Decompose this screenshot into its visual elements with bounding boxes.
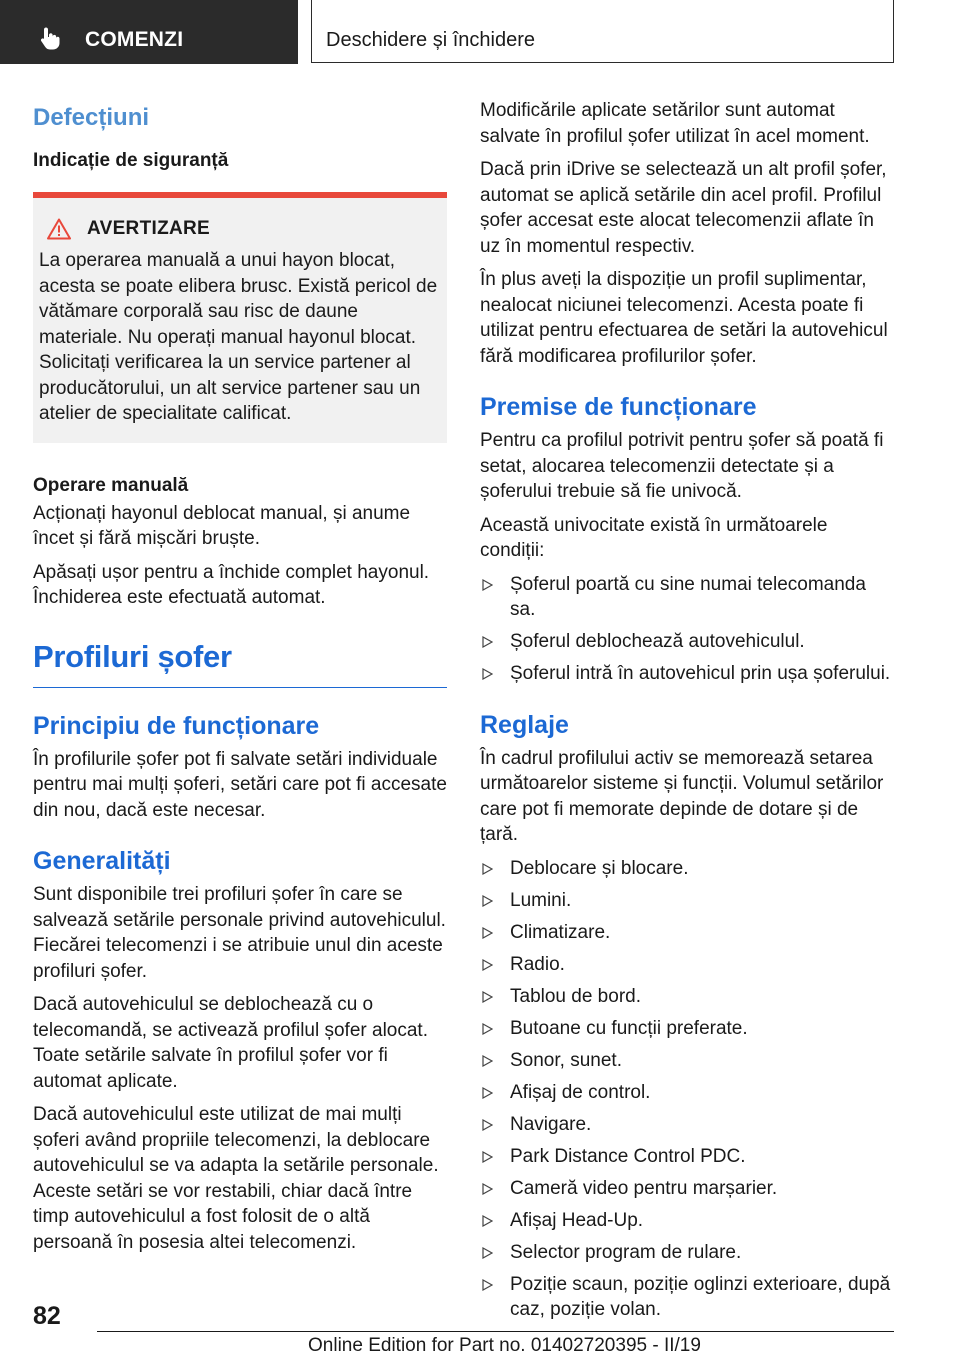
right-paragraph-3: În plus aveți la dispoziție un profil suplimentar, nealocat niciunei telecomenzi. Acesta poate fi utilizat pentru efectuarea de setări la autovehicul fără modificarea profilurilor șofer.	[480, 269, 888, 367]
bullet-triangle-icon	[482, 863, 493, 875]
bullet-triangle-icon	[482, 668, 493, 680]
section-tab-label: Deschidere și închidere	[326, 29, 535, 51]
hand-pointer-icon	[40, 26, 62, 50]
list-item: Climatizare.	[480, 920, 896, 946]
manual-paragraph-1: Acționați hayonul deblocat manual, și anume încet și fără mișcări bruște.	[33, 502, 411, 549]
list-item: Deblocare și blocare.	[480, 856, 896, 882]
conditions-list	[480, 572, 896, 687]
title-divider	[33, 687, 447, 688]
warning-header	[39, 218, 439, 240]
section-tab[interactable]	[311, 0, 894, 63]
list-item: Park Distance Control PDC.	[480, 1144, 896, 1170]
left-column	[33, 98, 447, 1263]
manual-operation-heading: Operare manuală	[33, 474, 189, 496]
premise-paragraph-2: Această univocitate există în următoarele condiții:	[480, 514, 828, 561]
settings-list	[480, 856, 896, 1323]
list-item: Afișaj Head-Up.	[480, 1208, 896, 1234]
right-column	[480, 98, 896, 1329]
principle-paragraph: În profilurile șofer pot fi salvate setări individuale pentru mai mulți șoferi, setări care pot fi accesate din nou, dacă este necesar.	[33, 748, 447, 821]
bullet-triangle-icon	[482, 1279, 493, 1291]
list-item: Navigare.	[480, 1112, 896, 1138]
list-item: Sonor, sunet.	[480, 1048, 896, 1074]
page-header	[0, 0, 960, 66]
warning-triangle-icon	[47, 218, 71, 240]
warning-title: AVERTIZARE	[87, 218, 210, 239]
general-paragraph-2: Dacă autovehiculul se deblochează cu o telecomandă, se activează profilul șofer alocat. Toate setările salvate în profilul șofer vor fi automat aplicate.	[33, 994, 428, 1092]
bullet-triangle-icon	[482, 1055, 493, 1067]
general-paragraph-1: Sunt disponibile trei profiluri șofer în care se salvează setările personale privind autovehiculul. Fiecărei telecomenzi i se atribuie unul din aceste profiluri șofer.	[33, 884, 446, 982]
list-item: Tablou de bord.	[480, 984, 896, 1010]
bullet-triangle-icon	[482, 579, 493, 591]
warning-text: La operarea manuală a unui hayon blocat, acesta se poate elibera brusc. Există pericol de vătămare corporală sau risc de daune materiale. Nu operați manual hayonul blocat. Solicitați verificarea la un service partener al producătorului, un alt service partener sau un atelier de specialitate calificat.	[39, 250, 438, 424]
bullet-triangle-icon	[482, 1215, 493, 1227]
warning-box	[33, 192, 447, 443]
list-item: Șoferul poartă cu sine numai telecomanda sa.	[480, 572, 896, 623]
list-item: Șoferul intră în autovehicul prin ușa șoferului.	[480, 661, 896, 687]
general-heading: Generalități	[33, 847, 171, 875]
list-item: Poziție scaun, poziție oglinzi exterioare, după caz, poziție volan.	[480, 1272, 896, 1323]
list-item: Șoferul deblochează autovehiculul.	[480, 629, 896, 655]
list-item: Cameră video pentru marșarier.	[480, 1176, 896, 1202]
bullet-triangle-icon	[482, 1087, 493, 1099]
settings-heading: Reglaje	[480, 710, 569, 739]
principle-heading: Principiu de funcționare	[33, 711, 320, 740]
page-number: 82	[33, 1302, 61, 1330]
footer-divider	[97, 1331, 894, 1332]
right-paragraph-2: Dacă prin iDrive se selectează un alt profil șofer, automat se aplică setările din acel profil. Profilul șofer accesat este alocat telecomenzii aflate în uz în momentul respectiv.	[480, 159, 887, 257]
premise-heading: Premise de funcționare	[480, 393, 757, 421]
bullet-triangle-icon	[482, 1183, 493, 1195]
bullet-triangle-icon	[482, 895, 493, 907]
safety-heading: Indicație de siguranță	[33, 150, 229, 171]
settings-paragraph: În cadrul profilului activ se memorează setarea următoarelor sisteme și funcții. Volumul setărilor care pot fi memorate depinde de dotare și de țară.	[480, 747, 884, 845]
bullet-triangle-icon	[482, 991, 493, 1003]
bullet-triangle-icon	[482, 1119, 493, 1131]
list-item: Lumini.	[480, 888, 896, 914]
driver-profiles-title: Profiluri șofer	[33, 638, 232, 674]
chapter-tab-label: COMENZI	[85, 28, 184, 51]
defect-heading: Defecțiuni	[33, 104, 150, 131]
general-paragraph-3: Dacă autovehiculul este utilizat de mai mulți șoferi având propriile telecomenzi, la deblocare autovehiculul se va adapta la setările personale. Aceste setări se vor restabili, chiar dacă între timp autovehiculul a fost folosit de o altă persoană în posesia altei telecomenzi.	[33, 1104, 439, 1253]
list-item: Selector program de rulare.	[480, 1240, 896, 1266]
chapter-tab[interactable]	[0, 0, 298, 64]
bullet-triangle-icon	[482, 1151, 493, 1163]
premise-paragraph-1: Pentru ca profilul potrivit pentru șofer să poată fi setat, alocarea telecomenzii detectate și a șoferului trebuie să fie univocă.	[480, 430, 884, 502]
right-paragraph-1: Modificările aplicate setărilor sunt automat salvate în profilul șofer utilizat în acel moment.	[480, 100, 870, 147]
edition-note: Online Edition for Part no. 01402720395 - II/19	[308, 1335, 701, 1356]
list-item: Radio.	[480, 952, 896, 978]
bullet-triangle-icon	[482, 927, 493, 939]
bullet-triangle-icon	[482, 1023, 493, 1035]
list-item: Afișaj de control.	[480, 1080, 896, 1106]
bullet-triangle-icon	[482, 1247, 493, 1259]
bullet-triangle-icon	[482, 636, 493, 648]
manual-paragraph-2: Apăsați ușor pentru a închide complet hayonul. Închiderea este efectuată automat.	[33, 561, 430, 608]
bullet-triangle-icon	[482, 959, 493, 971]
list-item: Butoane cu funcții preferate.	[480, 1016, 896, 1042]
